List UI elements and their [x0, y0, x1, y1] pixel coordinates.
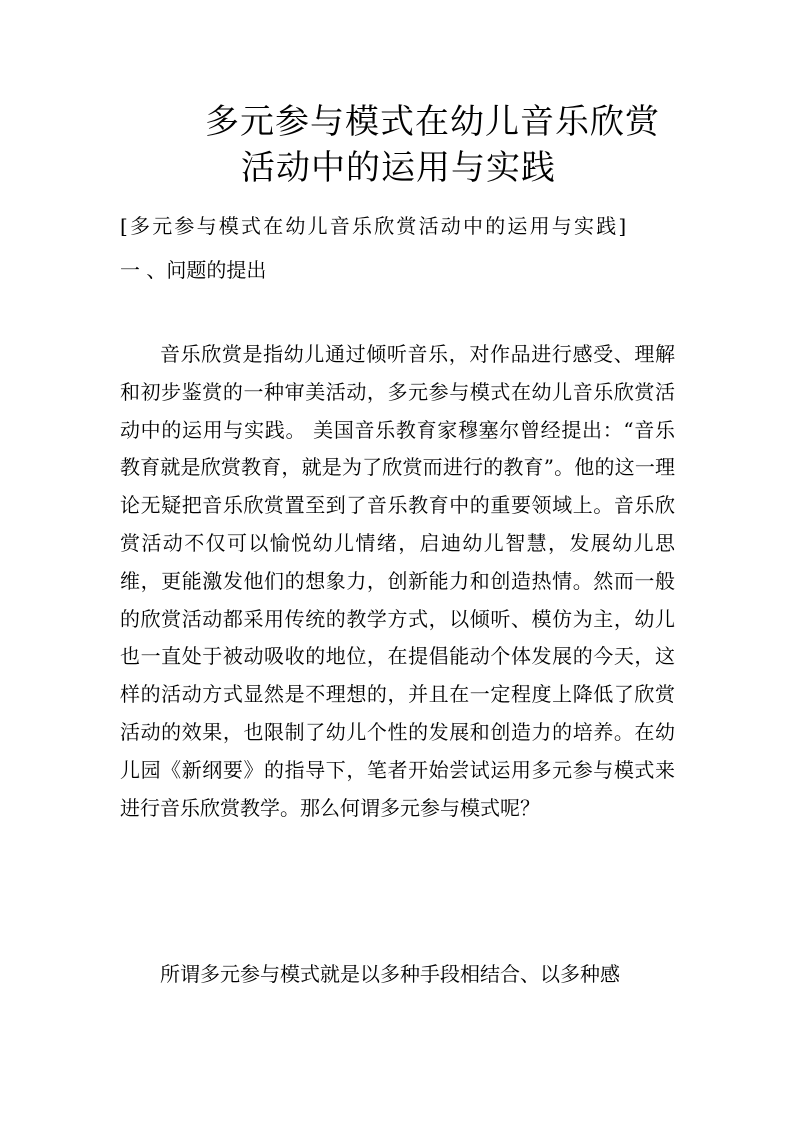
document-title-line-1: 多元参与模式在幼儿音乐欣赏: [205, 102, 660, 142]
document-subtitle: [多元参与模式在幼儿音乐欣赏活动中的运用与实践]: [120, 214, 629, 238]
body-paragraph-2: 所谓多元参与模式就是以多种手段相结合、以多种感: [160, 962, 620, 986]
section-heading: 一 、问题的提出: [120, 258, 267, 282]
body-paragraph-1: 音乐欣赏是指幼儿通过倾听音乐，对作品进行感受、理解和初步鉴赏的一种审美活动，多元参与模式在幼儿音乐欣赏活动中的运用与实践。 美国音乐教育家穆塞尔曾经提出：“音乐教育就是欣赏教育，就是为了欣赏而进行的教育”。他的这一理论无疑把音乐欣赏置至到了音乐教育中的重要领域上。音乐欣赏活动不仅可以愉悦幼儿情绪，启迪幼儿智慧，发展幼儿思维，更能激发他们的想象力，创新能力和创造热情。然而一般的欣赏活动都采用传统的教学方式，以倾听、模仿为主，幼儿也一直处于被动吸收的地位，在提倡能动个体发展的今天，这样的活动方式显然是不理想的，并且在一定程度上降低了欣赏活动的效果，也限制了幼儿个性的发展和创造力的培养。在幼儿园《新纲要》的指导下，笔者开始尝试运用多元参与模式来进行音乐欣赏教学。那么何谓多元参与模式呢？: [120, 342, 675, 820]
document-title-line-2: 活动中的运用与实践: [241, 148, 556, 188]
